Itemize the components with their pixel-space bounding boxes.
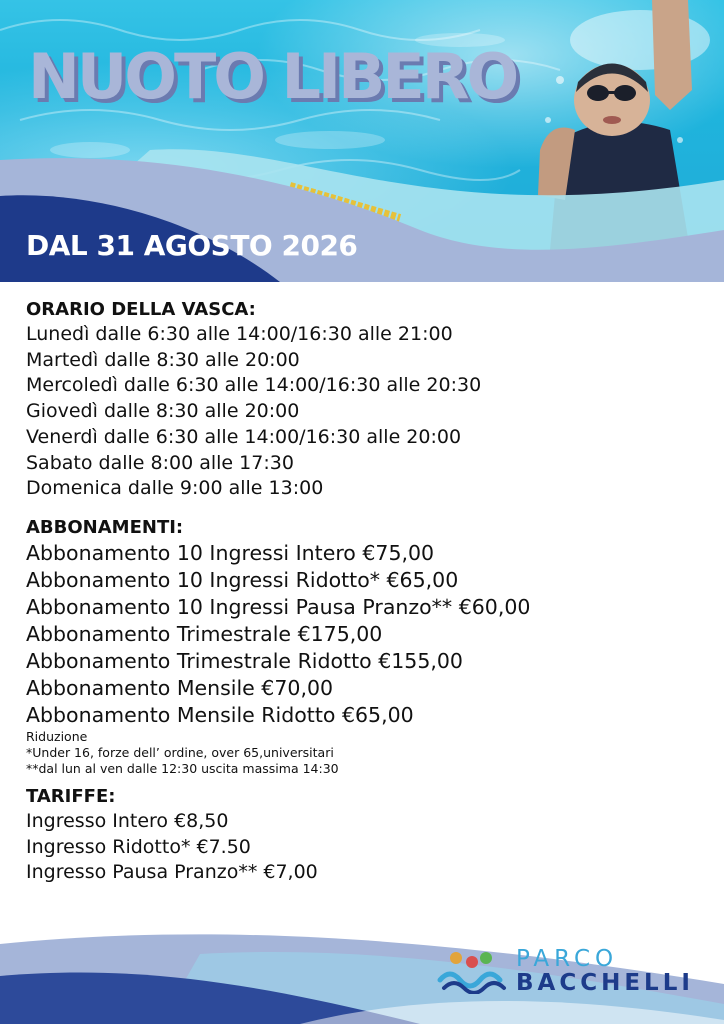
- schedule-row: Venerdì dalle 6:30 alle 14:00/16:30 alle 20:00: [26, 425, 462, 448]
- hero-banner: [0, 0, 724, 282]
- page-title: NUOTO LIBERO: [28, 40, 517, 113]
- schedule-section: [26, 298, 706, 502]
- schedule-heading: ORARIO DELLA VASCA:: [26, 299, 256, 320]
- subscription-row: Abbonamento 10 Ingressi Pausa Pranzo** €60,00: [26, 594, 531, 619]
- subscription-row: Abbonamento Mensile €70,00: [26, 675, 334, 700]
- parco-bacchelli-logo: [436, 946, 706, 998]
- reduction-note: *Under 16, forze dell’ ordine, over 65,universitari: [26, 744, 334, 760]
- logo-line1: PARCO: [516, 946, 619, 972]
- rate-row: Ingresso Ridotto* €7.50: [26, 835, 251, 858]
- logo-line2: BACCHELLI: [516, 970, 694, 996]
- reduction-note: Riduzione: [26, 728, 88, 744]
- subscriptions-heading: ABBONAMENTI:: [26, 516, 184, 538]
- rate-row: Ingresso Intero €8,50: [26, 809, 229, 832]
- start-date: DAL 31 AGOSTO 2026: [26, 229, 358, 262]
- subscription-row: Abbonamento 10 Ingressi Ridotto* €65,00: [26, 567, 459, 592]
- schedule-row: Domenica dalle 9:00 alle 13:00: [26, 477, 324, 500]
- schedule-row: Giovedì dalle 8:30 alle 20:00: [26, 400, 300, 423]
- subscription-row: Abbonamento Trimestrale €175,00: [26, 621, 383, 646]
- subscription-row: Abbonamento Trimestrale Ridotto €155,00: [26, 648, 463, 673]
- schedule-row: Mercoledì dalle 6:30 alle 14:00/16:30 alle 20:30: [26, 374, 482, 397]
- rate-row: Ingresso Pausa Pranzo** €7,00: [26, 861, 318, 884]
- subscription-row: Abbonamento 10 Ingressi Intero €75,00: [26, 540, 435, 565]
- subscriptions-section: [26, 516, 706, 777]
- rates-heading: TARIFFE:: [26, 785, 116, 807]
- schedule-row: Sabato dalle 8:00 alle 17:30: [26, 451, 294, 474]
- subscription-row: Abbonamento Mensile Ridotto €65,00: [26, 702, 414, 727]
- main-content: [26, 298, 706, 886]
- schedule-row: Martedì dalle 8:30 alle 20:00: [26, 348, 300, 371]
- rates-section: [26, 785, 706, 886]
- reduction-note: **dal lun al ven dalle 12:30 uscita massima 14:30: [26, 760, 339, 776]
- schedule-row: Lunedì dalle 6:30 alle 14:00/16:30 alle 21:00: [26, 323, 453, 345]
- logo-mark-icon: [436, 950, 508, 994]
